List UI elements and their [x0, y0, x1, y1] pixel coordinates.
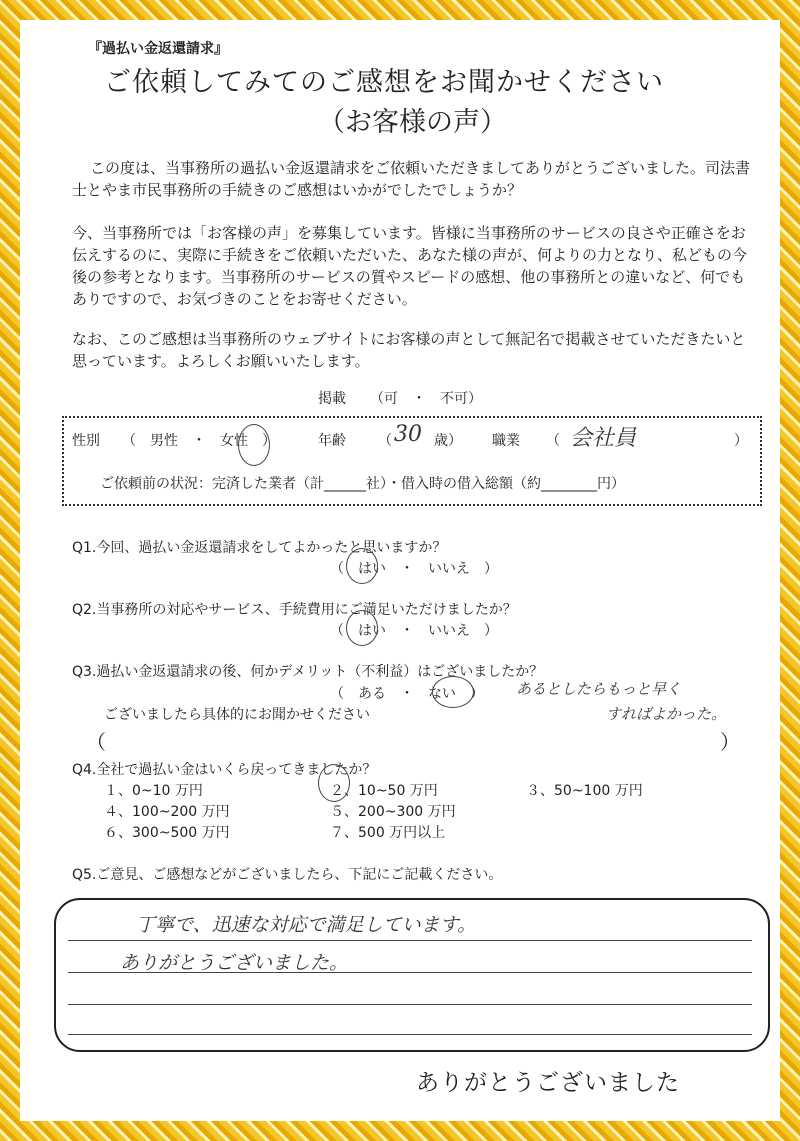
- gender-options[interactable]: （ 男性 ・ 女性 ）: [122, 433, 276, 449]
- q2-selection-mark: [346, 610, 378, 646]
- q1-selection-mark: [346, 548, 378, 584]
- q2-text: Q2.当事務所の対応やサービス、手続費用にご満足いただけましたか？: [72, 602, 517, 618]
- q4-choice-1[interactable]: １、0~10 万円: [104, 783, 203, 799]
- q3-detail-open-paren: （: [86, 730, 106, 754]
- intro-paragraph-3: なお、このご感想は当事務所のウェブサイトにお客様の声として無記名で掲載させていただきたいと思っています。よろしくお願いいたします。: [72, 330, 746, 370]
- intro-paragraph-2: 今、当事務所では「お客様の声」を募集しています。皆様に当事務所のサービスの良さや正確さをお伝えするのに、実際に手続きをご依頼いただいた、あなた様の声が、何よりの力となり、私どもの今後の参考となります。当事務所のサービスの質やスピードの感想、他の事務所との違いなど、何でもありですので、お気づきのことをお寄せください。: [72, 224, 748, 308]
- q2-options[interactable]: （ はい ・ いいえ ）: [330, 623, 498, 639]
- comment-text-1[interactable]: 丁寧で、迅速な対応で満足しています。: [136, 914, 477, 936]
- q5-text: Q5.ご意見、ご感想などがございましたら、下記にご記載ください。: [72, 867, 503, 883]
- closing-thanks: ありがとうございました: [416, 1070, 680, 1096]
- page-title: ご依頼してみてのご感想をお聞かせください: [104, 67, 664, 98]
- job-value[interactable]: 会社員: [570, 426, 637, 451]
- job-open-paren: （: [546, 433, 560, 449]
- q4-choice-3[interactable]: ３、50~100 万円: [526, 783, 643, 799]
- comment-text-2[interactable]: ありがとうございました。: [120, 952, 349, 974]
- age-value[interactable]: 30: [394, 422, 422, 447]
- job-close-paren: ）: [734, 433, 748, 449]
- age-label: 年齢: [318, 433, 346, 449]
- q4-text: Q4.全社で過払い金はいくら戻ってきましたか？: [72, 762, 377, 778]
- q4-selection-mark: [318, 764, 350, 802]
- q4-choice-4[interactable]: ４、100~200 万円: [104, 804, 230, 820]
- age-open-paren: （: [378, 433, 392, 449]
- q4-choice-6[interactable]: ６、300~500 万円: [104, 825, 230, 841]
- q1-text: Q1.今回、過払い金返還請求をしてよかったと思いますか？: [72, 540, 447, 556]
- q4-choice-5[interactable]: ５、200~300 万円: [330, 804, 456, 820]
- q3-options[interactable]: （ ある ・ ない ）: [330, 686, 484, 702]
- gender-selection-mark: [238, 424, 270, 466]
- job-label: 職業: [492, 433, 520, 449]
- q4-choice-2[interactable]: ２、10~50 万円: [330, 783, 438, 799]
- q3-handwritten-line-2: すればよかった。: [606, 705, 727, 723]
- intro-paragraph-1: この度は、当事務所の過払い金返還請求をご依頼いただきましてありがとうございました。司法書士とやま市民事務所の手続きのご感想はいかがでしたでしょうか？: [72, 159, 751, 199]
- gender-label: 性別: [72, 433, 100, 449]
- publish-label: 掲載: [318, 391, 346, 407]
- q3-handwritten-line-1: あるとしたらもっと早く: [516, 680, 682, 698]
- q3-detail-close-paren: ）: [720, 730, 740, 754]
- page-subtitle: （お客様の声）: [318, 107, 507, 138]
- q3-selection-mark: [432, 676, 474, 708]
- age-close: 歳）: [434, 433, 462, 449]
- form-label: 『過払い金返還請求』: [88, 41, 228, 57]
- q3-detail-prompt: ございましたら具体的にお聞かせください: [104, 707, 370, 723]
- comment-line-4: [68, 1034, 752, 1035]
- q4-choice-7[interactable]: ７、500 万円以上: [330, 825, 446, 841]
- comment-line-1: [68, 940, 752, 941]
- q1-options[interactable]: （ はい ・ いいえ ）: [330, 561, 498, 577]
- q3-text: Q3.過払い金返還請求の後、何かデメリット（不利益）はございましたか？: [72, 664, 544, 680]
- comment-line-3: [68, 1004, 752, 1005]
- pre-request-status: ご依頼前の状況：完済した業者（計______社）・借入時の借入総額（約________円）: [100, 476, 625, 492]
- publish-options[interactable]: （可 ・ 不可）: [370, 391, 482, 407]
